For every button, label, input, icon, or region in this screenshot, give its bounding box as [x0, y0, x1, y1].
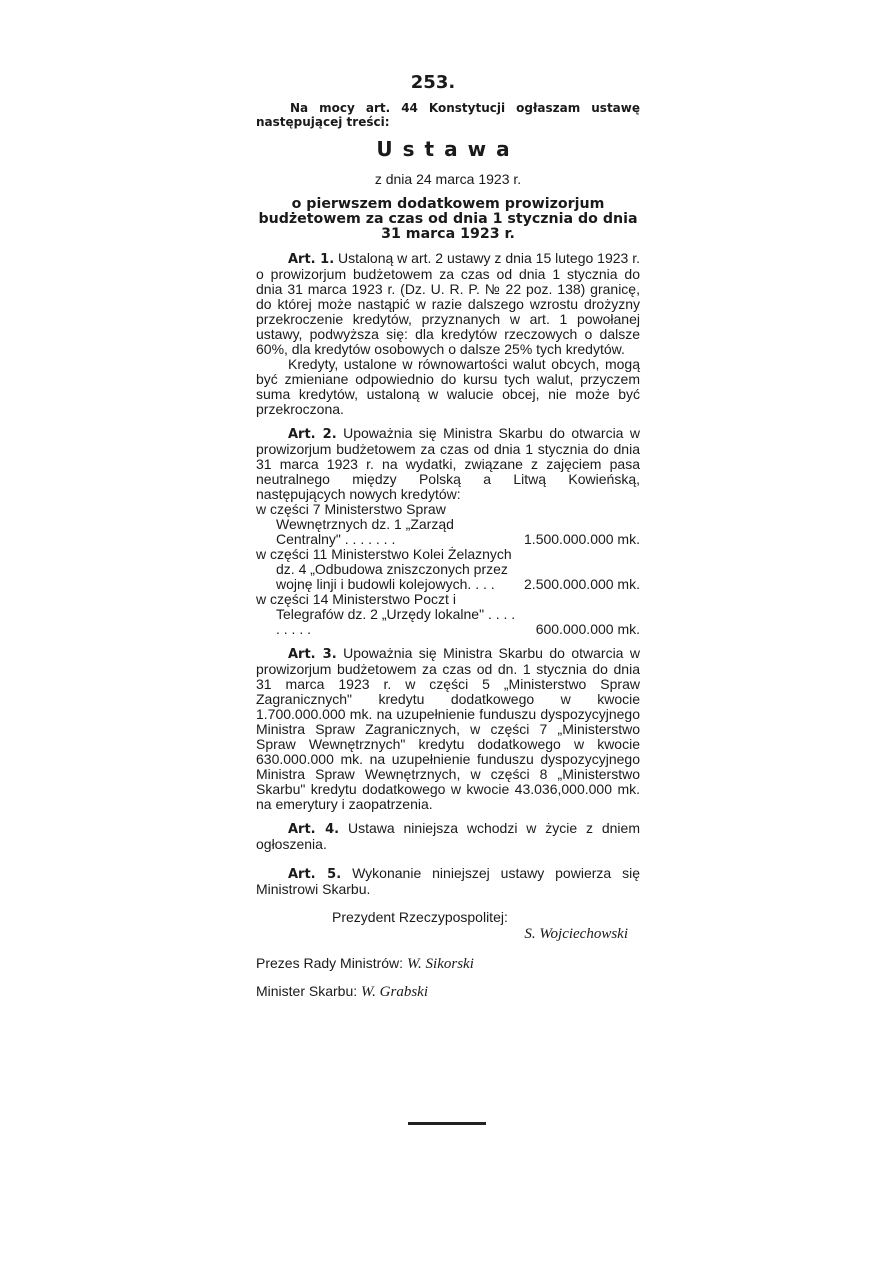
article-3 [256, 646, 640, 812]
page-number: 253. [410, 72, 456, 93]
article-5 [256, 866, 640, 897]
pm-name: W. Sikorski [406, 956, 474, 972]
closing-rule [408, 1122, 486, 1125]
article-2-heading: Art. 2. [288, 427, 337, 442]
article-1-text: Ustaloną w art. 2 ustawy z dnia 15 lutego 1923 r. o prowizorjum budżetowem za czas od dnia 1 stycznia do dnia 31 marca 1923 r. (Dz. U. R. P. № 22 poz. 138) granicę, do której może nastąpić w razie dalszego wzrostu drożyzny przekroczenie kredytów, przyznanych w art. 1 powołanej ustawy, podwyższa się: dla kredytów rzeczowych o dalsze 60%, dla kredytów osobowych o dalsze 25% tych kredytów. [256, 250, 640, 357]
item-amount: 2.500.000.000 mk. [524, 576, 640, 592]
list-item [256, 547, 640, 592]
item-description: w części 7 Ministerstwo Spraw Wewnętrznych dz. 1 „Zarząd Centralny" . . . . . . . [256, 501, 454, 547]
act-title: Ustawa [376, 137, 520, 161]
president-label: Prezydent Rzeczypospolitej: [332, 909, 508, 925]
article-1-text-2: Kredyty, ustalone w równowartości walut obcych, mogą być zmieniane odpowiednio do kursu tych walut, przyczem suma kredytów, ustaloną w walucie obcej, nie może być przekroczona. [256, 356, 640, 417]
act-date: z dnia 24 marca 1923 r. [374, 171, 522, 187]
intro-text: Na mocy art. 44 Konstytucji ogłaszam ustawę następującej treści: [256, 101, 640, 129]
article-3-text: Upoważnia się Ministra Skarbu do otwarcia w prowizorjum budżetowem za czas od dn. 1 stycznia do dnia 31 marca 1923 r. w części 5 „Ministerstwo Spraw Zagranicznych" kredytu dodatkowego w kwocie 1.700.000.000 mk. na uzupełnienie funduszu dyspozycyjnego Ministra Spraw Zagranicznych, w części 7 „Ministerstwo Spraw Wewnętrznych" kredytu dodatkowego w kwocie 630.000.000 mk. na uzupełnienie funduszu dyspozycyjnego Ministra Spraw Wewnętrznych, w części 8 „Ministerstwo Skarbu" kredytu dodatkowego w kwocie 43.036,000.000 mk. na emerytury i zaopatrzenia. [256, 645, 640, 812]
item-description: w części 11 Ministerstwo Kolei Żelaznych dz. 4 „Odbudowa zniszczonych przez wojnę linji i budowli kolejowych. . . . [256, 546, 512, 592]
list-item [256, 592, 640, 637]
signatures [256, 909, 640, 1001]
article-5-heading: Art. 5. [288, 867, 342, 882]
article-1-heading: Art. 1. [288, 252, 335, 267]
article-5-text: Wykonanie niniejszej ustawy powierza się Ministrowi Skarbu. [256, 865, 640, 897]
article-3-heading: Art. 3. [288, 647, 337, 662]
item-amount: 1.500.000.000 mk. [524, 531, 640, 547]
credit-list [256, 502, 640, 637]
article-4-heading: Art. 4. [288, 822, 340, 837]
president-name: S. Wojciechowski [524, 926, 628, 942]
article-1 [256, 251, 640, 417]
treasury-name: W. Grabski [361, 984, 428, 1000]
pm-label: Prezes Rady Ministrów: [256, 955, 404, 971]
list-item [256, 502, 640, 547]
article-2-text: Upoważnia się Ministra Skarbu do otwarcia w prowizorjum budżetowem za czas od dnia 1 stycznia do dnia 31 marca 1923 r. na wydatki, związane z zajęciem pasa neutralnego między Polską a Litwą Kowieńską, następujących nowych kredytów: [256, 425, 640, 502]
item-amount: 600.000.000 mk. [535, 621, 640, 637]
article-4 [256, 821, 640, 852]
article-4-text: Ustawa niniejsza wchodzi w życie z dniem ogłoszenia. [256, 820, 640, 852]
document-page [256, 72, 640, 1001]
act-subject: o pierwszem dodatkowem prowizorjum budżetowem za czas od dnia 1 stycznia do dnia 31 marca 1923 r. [258, 196, 638, 242]
item-description: w części 14 Ministerstwo Poczt i Telegrafów dz. 2 „Urzędy lokalne" . . . . . . . . . [256, 591, 516, 637]
treasury-label: Minister Skarbu: [256, 983, 358, 999]
article-2 [256, 426, 640, 502]
